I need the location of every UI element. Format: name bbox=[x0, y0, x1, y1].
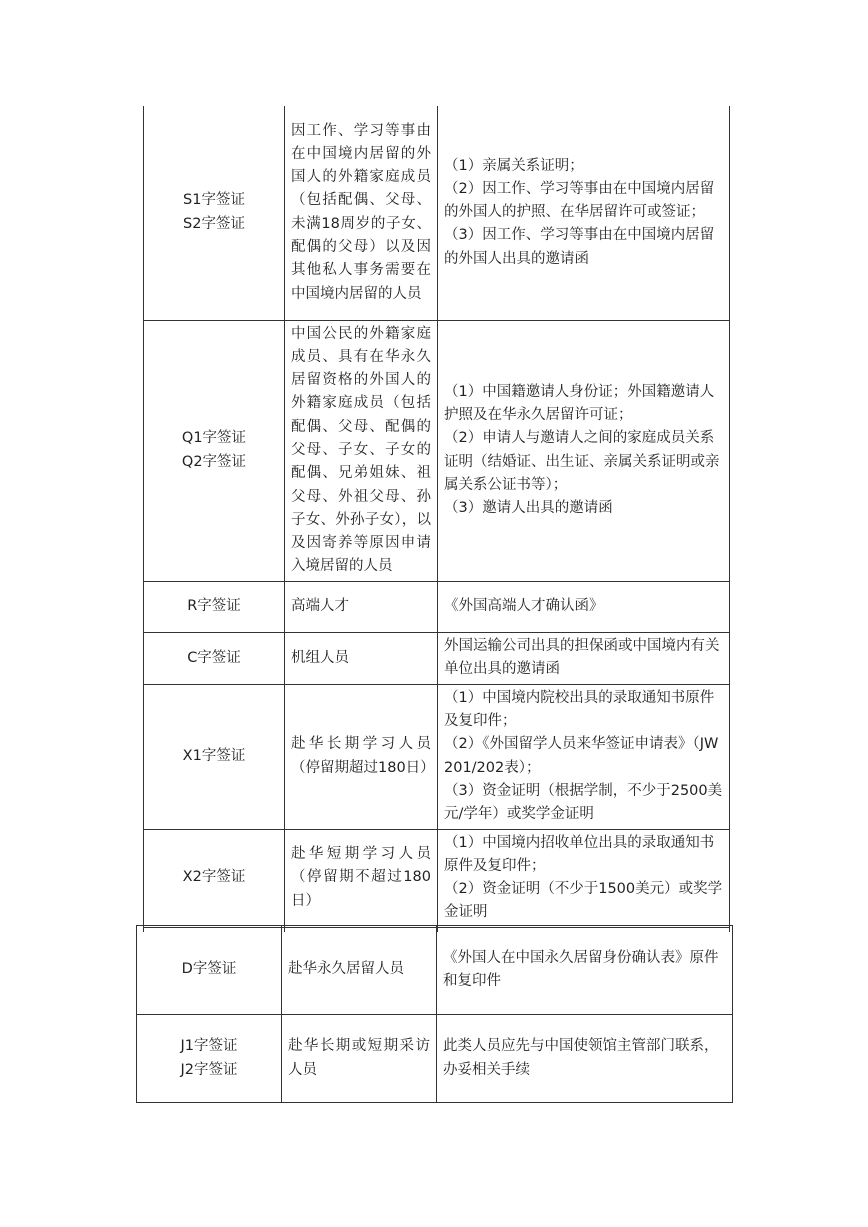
materials-cell: 外国运输公司出具的担保函或中国境内有关单位出具的邀请函 bbox=[438, 632, 730, 684]
materials-cell: 此类人员应先与中国使领馆主管部门联系，办妥相关手续 bbox=[437, 1015, 733, 1103]
visa-type-cell: Q1字签证 Q2字签证 bbox=[144, 320, 285, 581]
applicant-cell: 赴华长期学习人员（停留期超过180日） bbox=[285, 684, 438, 829]
applicant-cell: 赴华永久居留人员 bbox=[282, 926, 437, 1015]
visa-type-cell: R字签证 bbox=[144, 581, 285, 632]
applicant-cell: 因工作、学习等事由在中国境内居留的外国人的外籍家庭成员（包括配偶、父母、未满18周岁的子女、配偶的父母）以及因其他私人事务需要在中国境内居留的人员 bbox=[285, 106, 438, 320]
table-row bbox=[144, 684, 730, 829]
materials-cell: （1）中国境内院校出具的录取通知书原件及复印件； （2）《外国留学人员来华签证申请表》（JW201/202表）； （3）资金证明（根据学制，不少于2500美元/学年）或奖学金证明 bbox=[438, 684, 730, 829]
materials-cell: （1）亲属关系证明； （2）因工作、学习等事由在中国境内居留的外国人的护照、在华居留许可或签证； （3）因工作、学习等事由在中国境内居留的外国人出具的邀请函 bbox=[438, 106, 730, 320]
visa-type-cell: X2字签证 bbox=[144, 829, 285, 927]
applicant-cell: 中国公民的外籍家庭成员、具有在华永久居留资格的外国人的外籍家庭成员（包括配偶、父母、配偶的父母、子女、子女的配偶、兄弟姐妹、祖父母、外祖父母、孙子女、外孙子女），以及因寄养等原因申请入境居留的人员 bbox=[285, 320, 438, 581]
table-row bbox=[137, 926, 733, 1015]
applicant-cell: 赴华短期学习人员（停留期不超过180日） bbox=[285, 829, 438, 927]
table-row bbox=[144, 320, 730, 581]
visa-requirements-table-bottom bbox=[136, 925, 733, 1103]
visa-requirements-table-top bbox=[143, 106, 730, 932]
materials-cell: （1）中国境内招收单位出具的录取通知书原件及复印件； （2）资金证明（不少于1500美元）或奖学金证明 bbox=[438, 829, 730, 927]
visa-type-cell: X1字签证 bbox=[144, 684, 285, 829]
visa-type-cell: S1字签证 S2字签证 bbox=[144, 106, 285, 320]
applicant-cell: 机组人员 bbox=[285, 632, 438, 684]
table-row bbox=[144, 106, 730, 320]
table-row bbox=[137, 1015, 733, 1103]
materials-cell: 《外国人在中国永久居留身份确认表》原件和复印件 bbox=[437, 926, 733, 1015]
applicant-cell: 高端人才 bbox=[285, 581, 438, 632]
materials-cell: 《外国高端人才确认函》 bbox=[438, 581, 730, 632]
visa-type-cell: J1字签证 J2字签证 bbox=[137, 1015, 282, 1103]
table-row bbox=[144, 829, 730, 927]
visa-type-cell: C字签证 bbox=[144, 632, 285, 684]
applicant-cell: 赴华长期或短期采访人员 bbox=[282, 1015, 437, 1103]
materials-cell: （1）中国籍邀请人身份证；外国籍邀请人护照及在华永久居留许可证； （2）申请人与邀请人之间的家庭成员关系证明（结婚证、出生证、亲属关系证明或亲属关系公证书等）； （3）邀请人出具的邀请函 bbox=[438, 320, 730, 581]
visa-type-cell: D字签证 bbox=[137, 926, 282, 1015]
table-row bbox=[144, 632, 730, 684]
table-row bbox=[144, 581, 730, 632]
